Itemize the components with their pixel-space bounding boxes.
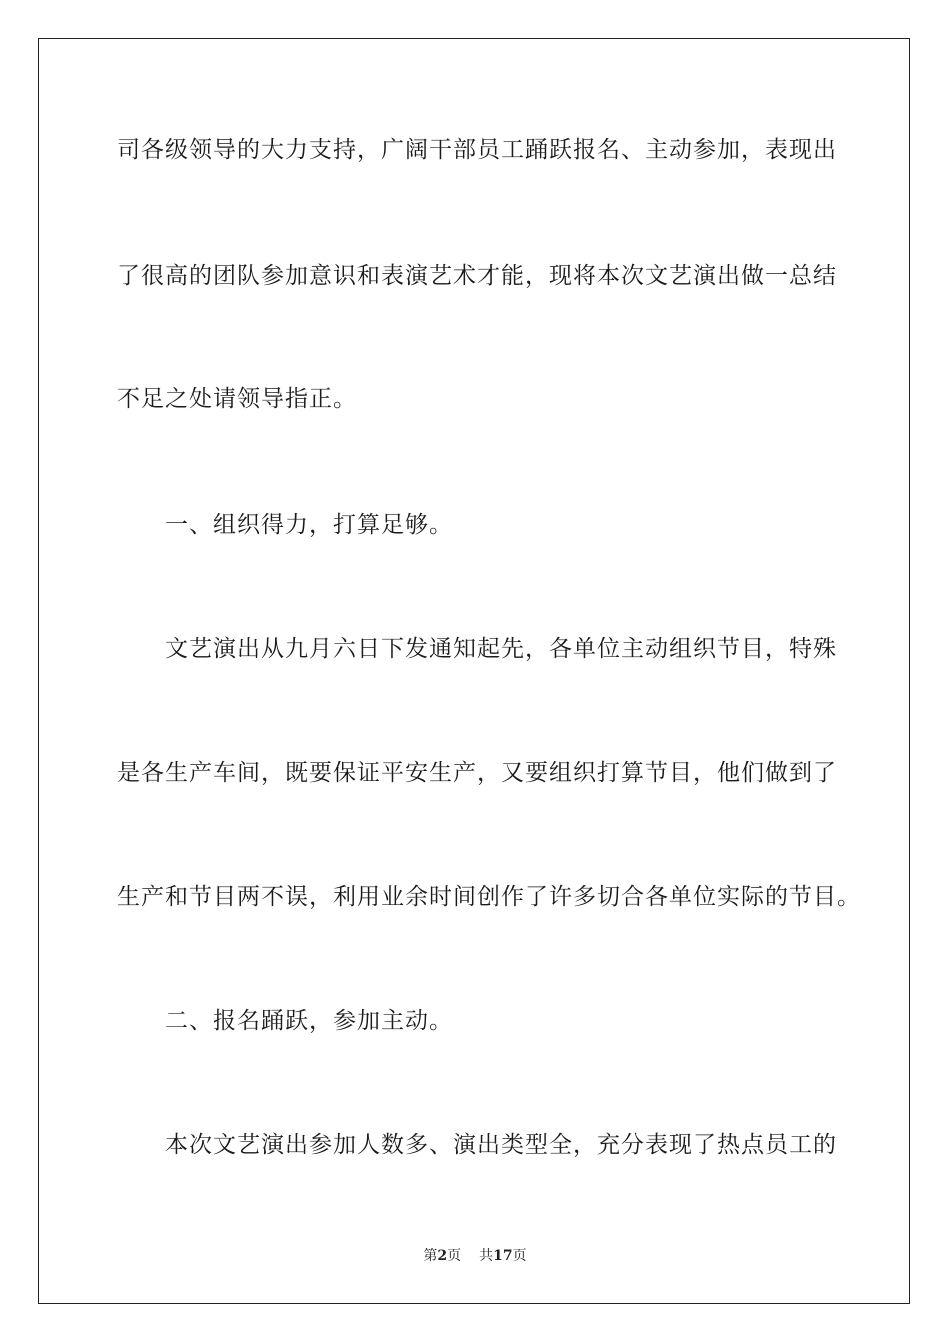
- footer-total-suffix: 页: [512, 1248, 527, 1264]
- body-line-1: 司各级领导的大力支持，广阔干部员工踊跃报名、主动参加，表现出: [117, 137, 837, 163]
- body-line-5: 文艺演出从九月六日下发通知起先，各单位主动组织节目，特殊: [165, 636, 837, 662]
- page-border: [38, 38, 910, 1304]
- section-heading-1: 一、组织得力，打算足够。: [165, 512, 453, 538]
- body-line-3: 不足之处请领导指正。: [117, 386, 357, 412]
- section-heading-2: 二、报名踊跃，参加主动。: [165, 1008, 453, 1034]
- body-line-2: 了很高的团队参加意识和表演艺术才能，现将本次文艺演出做一总结: [117, 263, 837, 289]
- body-line-7: 生产和节目两不误，利用业余时间创作了许多切合各单位实际的节目。: [117, 884, 861, 910]
- footer-page-suffix: 页: [447, 1248, 462, 1264]
- footer-page-number: 2: [437, 1248, 448, 1264]
- body-line-9: 本次文艺演出参加人数多、演出类型全，充分表现了热点员工的: [165, 1132, 837, 1158]
- footer-total-prefix: 共: [479, 1248, 494, 1264]
- body-line-6: 是各生产车间，既要保证平安生产，又要组织打算节目，他们做到了: [117, 760, 837, 786]
- footer-page-prefix: 第: [423, 1248, 438, 1264]
- footer-total-pages: 17: [493, 1248, 513, 1264]
- page-footer: [0, 1246, 950, 1266]
